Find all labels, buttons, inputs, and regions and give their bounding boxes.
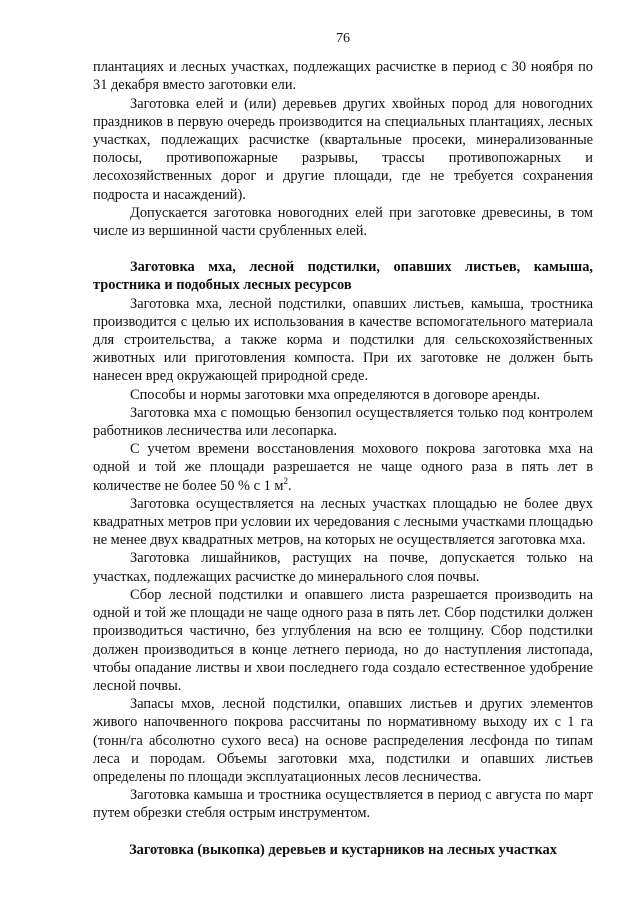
paragraph: Заготовка лишайников, растущих на почве, допускается только на участках, подлежащих расчистке до минерального слоя почвы. [93,550,593,585]
superscript: 2 [283,475,289,486]
spacer [93,240,593,258]
paragraph: плантациях и лесных участках, подлежащих расчистке в период с 30 ноября по 31 декабря вместо заготовки ели. [93,59,593,94]
paragraph: Сбор лесной подстилки и опавшего листа разрешается производить на одной и той же площади не чаще одного раза в пять лет. Сбор подстилки должен производиться частично, без углубления на всю ее толщину. Сбор подстилки должен производиться в конце летнего периода, но до наступления листопада, чтобы опадание листвы и хвои последнего года создало естественное удобрение лесной почвы. [93,586,593,694]
section-heading: Заготовка (выкопка) деревьев и кустарников на лесных участках [129,841,557,858]
paragraph: Заготовка елей и (или) деревьев других хвойных пород для новогодних праздников в первую очередь производится на специальных плантациях, лесных участках, подлежащих расчистке (квартальные просеки, минерализованные полосы, противопожарные разрывы, трассы противопожарных и лесохозяйственных дорог и другие площади, где не требуется сохранения подроста и насаждений). [93,95,593,203]
paragraph: Заготовка мха, лесной подстилки, опавших листьев, камыша, тростника производится с целью их использования в качестве вспомогательного материала для строительства, а также корма и подстилки для сельскохозяйственных животных или приготовления компоста. При их заготовке не должен быть нанесен вред окружающей природной среде. [93,295,593,385]
page-number: 76 [336,31,350,46]
paragraph: Заготовка осуществляется на лесных участках площадью не более двух квадратных метров при условии их чередования с лесными участками площадью не менее двух квадратных метров, на которых не осуществляется заготовка мха. [93,495,593,549]
paragraph: Заготовка мха с помощью бензопил осуществляется только под контролем работников лесничества или лесопарка. [93,404,593,440]
paragraph: Запасы мхов, лесной подстилки, опавших листьев и других элементов живого напочвенного покрова рассчитаны по нормативному выходу их с 1 га (тонн/га абсолютно сухого веса) на основе распределения лесфонда по типам леса и породам. Объемы заготовки мха, подстилки и опавших листьев определены по площади эксплуатационных лесов лесничества. [93,696,593,785]
paragraph-text: С учетом времени восстановления мохового покрова заготовка мха на одной и той же площади разрешается не чаще одного раза в пять лет в количестве не более 50 % с 1 м [93,441,593,494]
paragraph: Способы и нормы заготовки мха определяются в договоре аренды. [130,386,541,403]
section-heading: Заготовка мха, лесной подстилки, опавших листьев, камыша, тростника и подобных лесных ресурсов [93,259,593,294]
document-page [93,30,593,859]
spacer [93,823,593,841]
paragraph: Допускается заготовка новогодних елей при заготовке древесины, в том числе из вершинной части срубленных елей. [93,204,593,240]
paragraph: Заготовка камыша и тростника осуществляется в период с августа по март путем обрезки стебля острым инструментом. [93,787,593,822]
paragraph [93,440,593,495]
paragraph-end: . [288,477,292,494]
